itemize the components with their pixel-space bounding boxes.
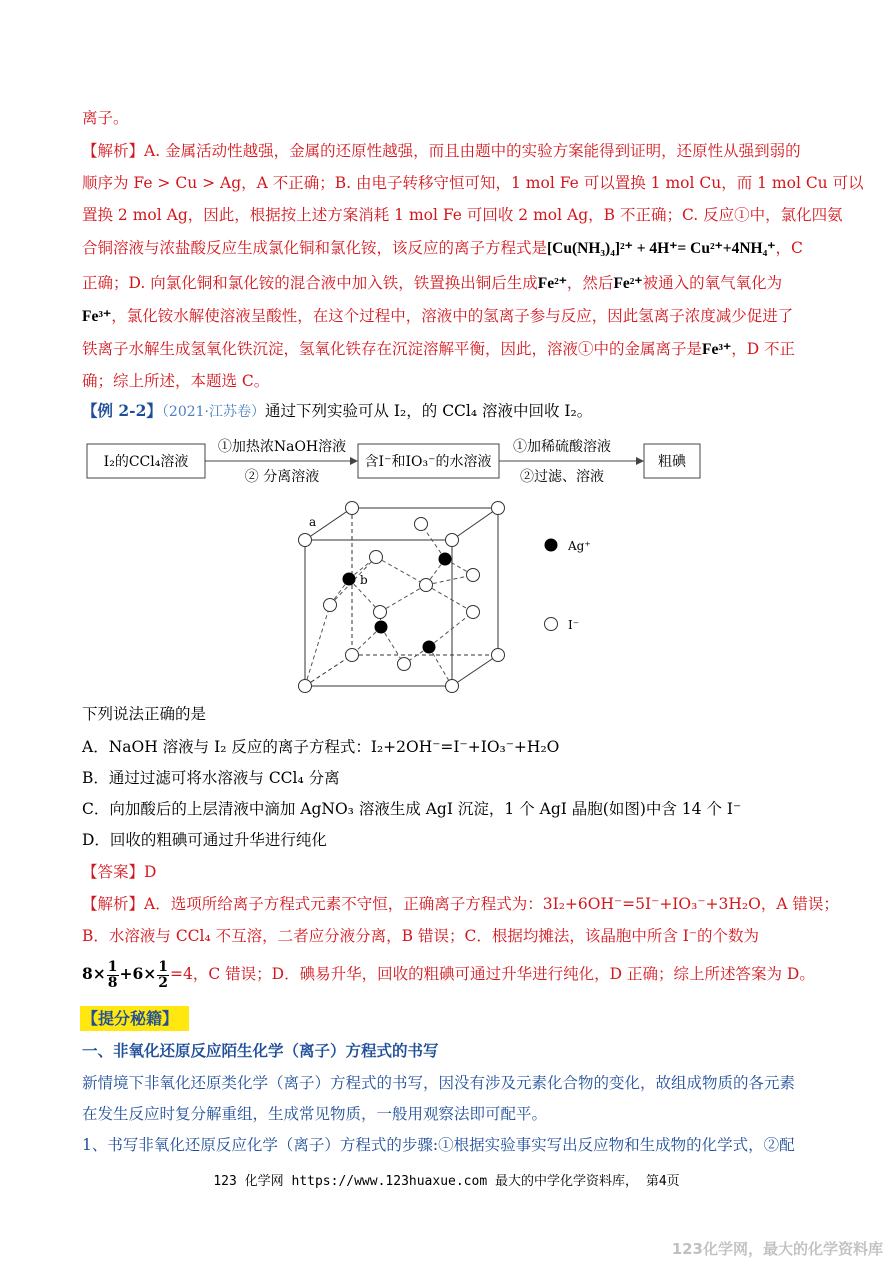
ion-formula: Fe²⁺: [537, 275, 567, 292]
section-paragraph: 新情境下非氧化还原类化学（离子）方程式的书写，因没有涉及元素化合物的变化，故组成物质的各元素: [82, 1074, 796, 1092]
flow-box-3-label: 粗碘: [658, 454, 686, 470]
fraction-one-eighth: [107, 960, 119, 991]
fraction-numerator: 1: [158, 958, 169, 975]
silver-ions: [343, 553, 452, 654]
text-line: 确；综上所述，本题选 C。: [82, 372, 270, 390]
section-paragraph: 1、书写非氧化还原反应化学（离子）方程式的步骤:①根据实验事实写出反应物和生成物的化学式，②配: [82, 1136, 795, 1154]
example-text: 通过下列实验可从 I₂，的 CCl₄ 溶液中回收 I₂。: [265, 402, 593, 420]
text-line: B．水溶液与 CCl₄ 不互溶，二者应分液分离，B 错误；C．根据均摊法，该晶胞中所含 I⁻的个数为: [82, 927, 760, 945]
text-span: 正确；D. 向氯化铜和氯化铵的混合液中加入铁，铁置换出铜后生成: [82, 274, 538, 292]
agi-crystal-cell: [290, 500, 610, 695]
flow-box-2-label: 含I⁻和IO₃⁻的水溶液: [364, 454, 492, 470]
fraction-denominator: 8: [107, 974, 118, 991]
text-span: 被通入的氧气氧化为: [642, 274, 783, 292]
ion-formula: Fe²⁺: [613, 275, 643, 292]
flow-step-2-top: ①加稀硫酸溶液: [513, 439, 611, 455]
example-source: （2021·江苏卷）: [161, 404, 265, 420]
fraction-denominator: 2: [158, 974, 169, 991]
label-a: a: [309, 515, 317, 529]
legend-i-marker: [545, 618, 558, 631]
question-stem: 下列说法正确的是: [82, 705, 207, 723]
text-line: 离子。: [82, 109, 129, 127]
analysis-tag: 【解析】: [82, 142, 145, 160]
text-line: 置换 2 mol Ag，因此，根据按上述方案消耗 1 mol Fe 可回收 2 mol Ag，B 不正确；C. 反应①中，氯化四氨: [82, 206, 843, 224]
flow-box-1-label: I₂的CCl₄溶液: [103, 454, 189, 470]
option-a: A．NaOH 溶液与 I₂ 反应的离子方程式：I₂+2OH⁻=I⁻+IO₃⁻+H₂O: [82, 738, 560, 756]
text-span: A. 金属活动性越强，金属的还原性越强，而且由题中的实验方案能得到证明，还原性从强到弱的: [144, 142, 801, 160]
text-span: ，C: [775, 239, 803, 257]
text-line: [82, 306, 793, 327]
section-heading: 一、非氧化还原反应陌生化学（离子）方程式的书写: [82, 1041, 439, 1060]
ionic-equation: [Cu(NH₃)₄]²⁺ + 4H⁺= Cu²⁺+4NH₄⁺: [547, 240, 776, 257]
text-span: ，氯化铵水解使溶液呈酸性，在这个过程中，溶液中的氢离子参与反应，因此氢离子浓度减少促进了: [111, 307, 794, 325]
flow-diagram: [86, 434, 706, 490]
tips-section-badge: 【提分秘籍】: [80, 1006, 189, 1031]
example-label: 【例 2-2】: [82, 401, 162, 420]
answer-tag: 【答案】: [82, 863, 145, 881]
legend-ag-marker: [545, 539, 558, 552]
ion-formula: Fe³⁺: [702, 341, 732, 358]
text-span: ，然后: [566, 274, 614, 292]
text-span: 合铜溶液与浓盐酸反应生成氯化铜和氯化铵，该反应的离子方程式是: [82, 239, 548, 257]
page-footer: 123 化学网 https://www.123huaxue.com 最大的中学化学资料库， 第4页: [213, 1174, 680, 1189]
section-paragraph: 在发生反应时复分解重组，生成常见物质，一般用观察法即可配平。: [82, 1105, 548, 1123]
iodide-ions: [299, 502, 505, 693]
analysis-line: [82, 894, 839, 914]
fraction-plus: +6×: [119, 964, 157, 983]
text-span: ，D 不正: [731, 340, 796, 358]
flow-arrowhead-2: [636, 457, 644, 465]
text-line: [82, 952, 815, 996]
fraction-one-half: [157, 960, 169, 991]
answer-value: D: [144, 863, 157, 881]
option-b: B．通过过滤可将水溶液与 CCl₄ 分离: [82, 769, 340, 787]
label-b: b: [360, 573, 368, 587]
option-d: D．回收的粗碘可通过升华进行纯化: [82, 831, 327, 849]
fraction-prefix: 8×: [82, 964, 106, 983]
example-heading: [82, 401, 592, 422]
text-span: =4，C 错误；D．碘易升华，回收的粗碘可通过升华进行纯化，D 正确；综上所述答案为 D。: [170, 965, 815, 983]
text-span: A．选项所给离子方程式元素不守恒，正确离子方程式为：3I₂+6OH⁻=5I⁻+IO₃⁻+3H₂O，A 错误；: [144, 895, 839, 913]
flow-step-2-bottom: ②过滤、溶液: [520, 469, 604, 485]
text-line: 顺序为 Fe > Cu > Ag，A 不正确；B. 由电子转移守恒可知，1 mol Fe 可以置换 1 mol Cu，而 1 mol Cu 可以: [82, 174, 864, 192]
watermark: 123化学网，最大的化学资料库: [671, 1240, 883, 1258]
text-line: [82, 238, 803, 259]
analysis-tag: 【解析】: [82, 895, 145, 913]
legend-i-label: I⁻: [568, 618, 580, 632]
fraction-numerator: 1: [107, 958, 118, 975]
flow-step-1-top: ①加热浓NaOH溶液: [217, 439, 347, 455]
option-c: C．向加酸后的上层清液中滴加 AgNO₃ 溶液生成 AgI 沉淀，1 个 AgI 晶胞(如图)中含 14 个 I⁻: [82, 800, 742, 818]
flow-arrowhead-1: [350, 457, 358, 465]
text-span: 铁离子水解生成氢氧化铁沉淀，氢氧化铁存在沉淀溶解平衡，因此，溶液①中的金属离子是: [82, 340, 703, 358]
answer-line: [82, 862, 156, 882]
legend-ag-label: Ag⁺: [568, 539, 591, 553]
ion-formula: Fe³⁺: [82, 308, 112, 325]
text-line: [82, 273, 782, 294]
flow-step-1-bottom: ② 分离溶液: [244, 469, 320, 485]
analysis-line: [82, 141, 801, 161]
text-line: [82, 339, 795, 360]
